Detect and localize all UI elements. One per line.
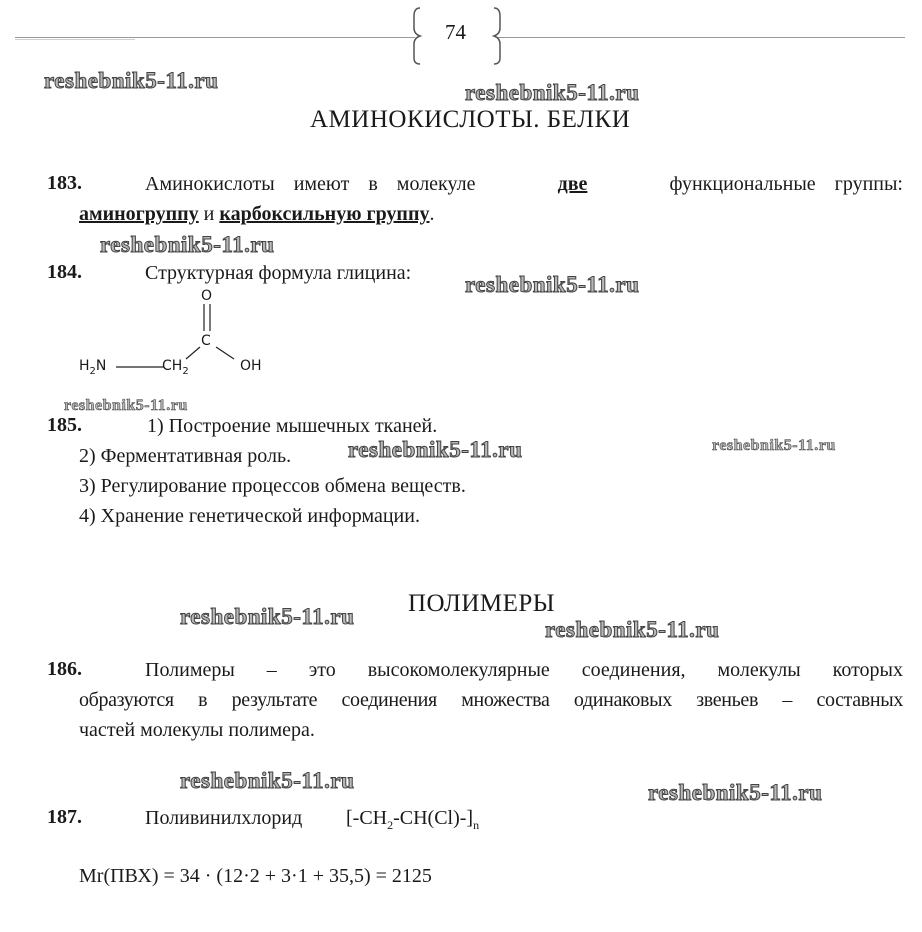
atom-oxygen: O [201, 288, 213, 304]
group-amino [79, 358, 106, 377]
header-rule-left-fade [15, 39, 135, 40]
q185-item-1: 1) Построение мышечных тканей. [147, 415, 438, 437]
q185-item-4: 4) Хранение генетической информации. [79, 505, 420, 527]
question-number-183: 183. [47, 172, 82, 194]
q185-item-2: 2) Ферментативная роль. [79, 445, 292, 467]
watermark-4: reshebnik5-11.ru [465, 272, 640, 297]
q183-amino-group: аминогруппу [79, 203, 199, 225]
watermark-10: reshebnik5-11.ru [180, 768, 355, 793]
formula-sub-n: n [473, 818, 480, 832]
watermark-2: reshebnik5-11.ru [465, 80, 640, 105]
group-hydroxyl: OH [240, 358, 262, 374]
formula-part-b: -CH(Cl)-] [393, 807, 474, 829]
q184-text: Структурная формула глицина: [145, 262, 412, 284]
q187-name: Поливинилхлорид [145, 807, 303, 829]
q186-line2: образуются в результате соединения множества одинаковых звеньев – составных [79, 689, 903, 711]
q183-text-c: функциональные группы: [669, 173, 903, 195]
q183-line2 [79, 202, 434, 226]
atom-carbon: C [201, 333, 211, 349]
formula-sub-2: 2 [387, 818, 394, 832]
q183-text-a: Аминокислоты имеют в молекуле [145, 173, 476, 195]
watermark-3: reshebnik5-11.ru [100, 232, 275, 257]
amino-n: N [95, 358, 107, 374]
watermark-6: reshebnik5-11.ru [348, 437, 523, 462]
section-title-polymers: ПОЛИМЕРЫ [408, 590, 556, 617]
watermark-7: reshebnik5-11.ru [712, 437, 836, 454]
watermark-1: reshebnik5-11.ru [44, 68, 219, 93]
q186-line1: Полимеры – это высокомолекулярные соединения, молекулы которых [145, 659, 903, 681]
question-number-186: 186. [47, 658, 82, 680]
question-number-184: 184. [47, 261, 82, 283]
header-rule-right [497, 37, 905, 38]
amino-sub: 2 [89, 365, 96, 377]
question-number-187: 187. [47, 806, 82, 828]
header-rule-left [15, 37, 415, 38]
section-title-amino-acids: АМИНОКИСЛОТЫ. БЕЛКИ [310, 106, 631, 133]
watermark-5: reshebnik5-11.ru [64, 397, 188, 414]
formula-part-a: [-CH [346, 807, 388, 829]
q186-line3: частей молекулы полимера. [79, 719, 315, 741]
methylene-sub: 2 [182, 365, 189, 377]
watermark-8: reshebnik5-11.ru [180, 604, 355, 629]
question-number-185: 185. [47, 414, 82, 436]
page-number: 74 [445, 20, 466, 44]
q187-formula [346, 806, 479, 837]
q183-carboxyl-group: карбоксильную группу [219, 203, 430, 225]
group-methylene [162, 358, 189, 377]
watermark-11: reshebnik5-11.ru [648, 780, 823, 805]
q183-line1 [145, 172, 903, 196]
q183-and: и [203, 203, 215, 225]
amino-h: H [79, 358, 90, 374]
q185-item-3: 3) Регулирование процессов обмена веществ. [79, 475, 466, 497]
methylene-ch: CH [162, 358, 183, 374]
watermark-9: reshebnik5-11.ru [545, 617, 720, 642]
bond-c-oh [216, 347, 234, 359]
q183-period: . [429, 203, 435, 225]
q187-molar-mass: Mr(ПВХ) = 34 · (12·2 + 3·1 + 35,5) = 2125 [79, 865, 432, 887]
q183-emphasis-two: две [557, 173, 588, 195]
